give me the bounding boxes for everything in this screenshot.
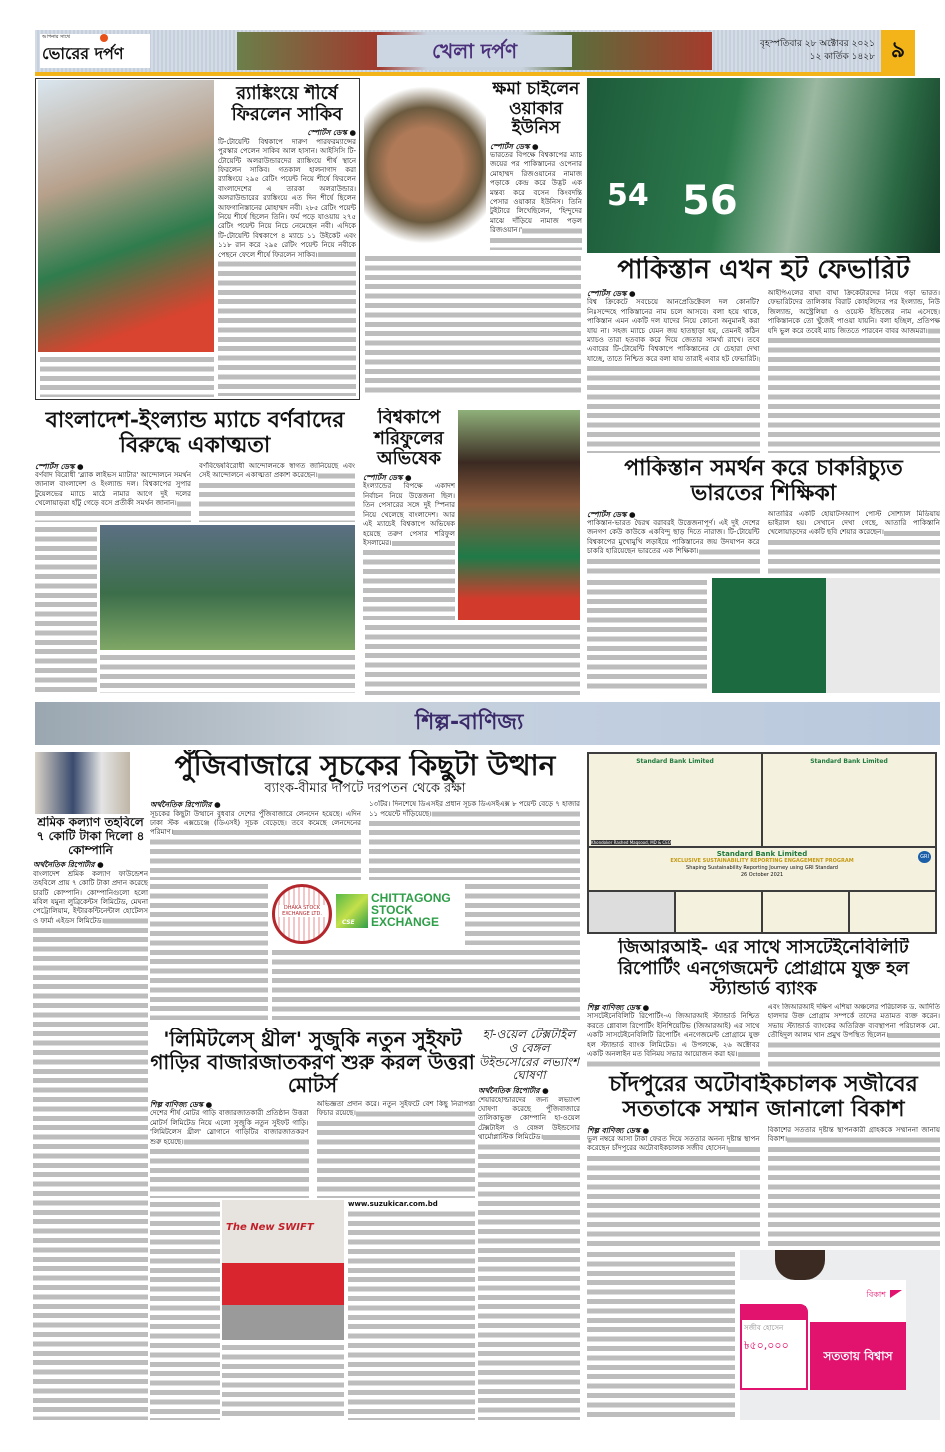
standard-body-left: শিল্প বাণিজ্য ডেস্ক ● সাসটেইনেবিলিটি রিপোর্টিং-এ জিআরআই স্ট্যান্ডার্ড নিশ্চিত করতে গ্লোবাল রিপোর্টিং ইনিশিয়েটিভ (জিআরআই) এর সাথে একটি সাসটেইনেবিলিটি রিপোর্টিং এনগেজমেন্ট প্রোগ্রামে যুক্ত হল স্ট্যান্ডার্ড ব্যাংক লিমিটেড। এ উপলক্ষে, ২৬ অক্টোবর একটি অনলাইন মত বিনিময় সভার আয়োজন করা হয়। [587, 1003, 760, 1067]
sakib-body-cont [40, 355, 214, 397]
bkash-body-cont [587, 1250, 735, 1420]
masthead [35, 30, 915, 72]
page-number: ৯ [881, 30, 915, 72]
standard-body-right: এবং জিআরআই দক্ষিণ এশিয়া অঞ্চলের পরিচালক ড. আদিতি হালদার উক্ত প্রোগ্রাম সম্পর্কে তাদের মতামত ব্যক্ত করেন। সভায় স্ট্যান্ডার্ড ব্যাংকের অতিরিক্ত ব্যবস্থাপনা পরিচালক মো. তৌহিদুল আলম খান প্রমুখ উপস্থিত ছিলেন। [768, 1003, 941, 1067]
racism-body-cont2 [100, 653, 355, 693]
racism-photo [100, 525, 355, 650]
suzuki-body-right: অভিজ্ঞতা প্রদান করে। নতুন সুইফটে বেশ কিছু নিরাপত্তা ফিচার রয়েছে। [317, 1100, 476, 1198]
bkash-headline: চাঁদপুরের অটোবাইকচালক সজীবের সততাকে সম্মান জানালো বিকাশ [609, 1072, 918, 1123]
bkash-photo [740, 1250, 940, 1420]
yellow-rule [35, 72, 915, 76]
teacher-body-left: স্পোর্টস ডেস্ক ● পাকিস্তান-ভারত দ্বৈরথ বরাবরই উত্তেজনাপূর্ণ। এই দুই দেশের জনগণ কেউ কাউকে একবিন্দু ছাড় দিতে নারাজ। টি-টোয়েন্টি বিশ্বকাপের মুখোমুখি লড়াইয়ে পাকিস্তানের জয় উদযাপন করে চাকরি হারিয়েছেন ভারতের এক শিক্ষিকা। [587, 510, 760, 575]
sakib-headline: র‌্যাঙ্কিংয়ে শীর্ষে ফিরলেন সাকিব [231, 84, 343, 125]
pakistan-headline: পাকিস্তান এখন হট ফেভারিট [617, 256, 910, 285]
section-title: খেলা দর্পণ [377, 35, 572, 67]
section-banner [237, 32, 712, 70]
dse-logo: DHAKA STOCK EXCHANGE LTD. [272, 884, 332, 944]
racism-body-left: স্পোর্টস ডেস্ক ● বর্ণবাদ বিরোধী 'ব্ল্যাক লাইভস ম্যাটার' আন্দোলনে সমর্থন জানাল বাংলাদেশ ও ইংল্যান্ড দল। বিশ্বকাপের সুপার টুয়েলভের ম্যাচে মাঠে নামার আগে দুই দলের খেলোয়াড়রা হাঁটু গেড়ে বসে প্রতীকী সমর্থন জানান। [35, 462, 191, 522]
shoriful-photo [458, 410, 580, 620]
bird-icon [890, 1290, 902, 1298]
sun-icon [100, 34, 108, 42]
suzuki-website: www.suzukicar.com.bd [348, 1200, 475, 1209]
standard-bank-headline: জিআরআই- এর সাথে সাসটেইনেবিলিটি রিপোর্টিং এনগেজমেন্ট প্রোগ্রামে যুক্ত হল স্ট্যান্ডার্ড ব্যাংক [617, 938, 910, 1000]
business-banner [35, 702, 940, 745]
date-bengali: ১২ কার্তিক ১৪২৮ [809, 52, 875, 62]
suzuki-body-cont-right [348, 1200, 475, 1420]
gri-logo: GRI [918, 851, 931, 863]
business-section-title: শিল্প-বাণিজ্য [415, 710, 524, 735]
labour-fund-headline: শ্রমিক কল্যাণ তহবিলে ৭ কোটি টাকা দিলো ৪ কোম্পানি [36, 816, 145, 857]
market-headline: পুঁজিবাজারে সূচকের কিছুটা উত্থান [174, 750, 556, 782]
shoriful-headline: বিশ্বকাপে শরিফুলের অভিষেক [374, 408, 444, 470]
cse-logo: CSE CHITTAGONG STOCK EXCHANGE [336, 892, 461, 932]
hiwel-headline: হা-ওয়েল টেক্সটাইল ও বেঙ্গল উইন্ডসোরের লভ্যাংশ ঘোষণা [478, 1028, 580, 1083]
pakistan-body-right: আইপিএলের বাঘা বাঘা ক্রিকেটারদের নিয়ে গড়া ভারত। ফেভারিটদের তালিকায় বিরাট কোহলিদের পর ইংল্যান্ড, নিউ জিল্যান্ড, অস্ট্রেলিয়া ও ওয়েস্ট ইন্ডিজের নাম এসেছে। পাকিস্তানকে তো খুঁজেই পাওয়া যায়নি। বলা হচ্ছিল, প্রতিপক্ষ যদি ভুল করে তবেই ম্যাচ জিততে পারবেন বাবর আজমরা। [768, 289, 941, 453]
shoriful-body-cont [365, 623, 580, 695]
market-body-cont-right [272, 948, 580, 1020]
market-body-cont-right2 [465, 882, 580, 945]
logo: আপনার সাথে ভোরের দর্পণ [40, 34, 150, 68]
racism-body-right: বর্ণবিদ্বেষবিরোধী আন্দোলনকে স্বাগত জানিয়েছে এবং সেই আন্দোলনে একাত্মতা প্রকাশ করেছেন। [199, 462, 355, 522]
bkash-body-left: শিল্প বাণিজ্য ডেস্ক ● ভুল নম্বরে আসা টাকা ফেরত দিয়ে সততার অনন্য দৃষ্টান্ত স্থাপন করেছেন চাঁদপুরের অটোবাইকচালক সজীব হোসেন। [587, 1126, 760, 1248]
waqar-headline: ক্ষমা চাইলেন ওয়াকার ইউনিস [492, 80, 580, 139]
sakib-photo [38, 80, 214, 352]
teacher-body-cont [587, 578, 707, 693]
market-body-cont-left [150, 882, 268, 1020]
suzuki-headline: 'লিমিটলেস্ থ্রীল' সুজুকি নতুন সুইফট গাড়ির বাজারজাতকরণ শুরু করল উত্তরা মোটর্স [150, 1028, 475, 1097]
waqar-photo [364, 80, 486, 250]
shoriful-body: স্পোর্টস ডেস্ক ● ইংল্যান্ডের বিপক্ষে একাদশ নির্বাচন নিয়ে উত্তেজনা ছিল। তিন পেসারের সঙ্গে দুই স্পিনার নিয়ে খেলেছে বাংলাদেশ। আর এই ম্যাচেই বিশ্বকাপে অভিষেক হয়েছে তরুণ পেসার শরিফুল ইসলামের। [363, 473, 455, 620]
waqar-body: স্পোর্টস ডেস্ক ● ভারতের বিপক্ষে বিশ্বকাপের ম্যাচ জয়ের পর পাকিস্তানের ওপেনার মোহাম্মদ রিজওয়ানের নামাজ পড়াকে কেন্দ্র করে উদ্ভট এক মন্তব্য করে বসেন কিংবদন্তি পেসার ওয়াকার ইউনিস। তিনি টুইটারে লিখেছিলেন, 'হিন্দুদের মাঝে দাঁড়িয়ে নামাজ পড়ল রিজওয়ান।' [490, 142, 582, 250]
waqar-body-cont [365, 254, 581, 397]
suzuki-body-cont-mid [222, 1343, 344, 1420]
market-body-left: অর্থনৈতিক রিপোর্টার ● সূচকের কিছুটা উত্থানে বুধবার দেশের পুঁজিবাজারে লেনদেন হয়েছে। এদিন ঢাকা স্টক এক্সচেঞ্জে (ডিএসই) সূচক বেড়েছে। তবে কমেছে লেনদেনের পরিমাণ। [150, 800, 361, 880]
swift-car-ad: The New SWIFT [222, 1200, 344, 1340]
teacher-body-right: আতারির একটি হোয়াটসঅ্যাপ পোস্ট সোশ্যাল মিডিয়ায় ভাইরাল হয়। সেখানে দেখা গেছে, আতারি পাকিস্তানি খেলোয়াড়দের একটি ছবি শেয়ার করেছেন। [768, 510, 941, 575]
suzuki-body-left: শিল্প বাণিজ্য ডেস্ক ● দেশের শীর্ষ মোটর গাড়ি বাজারজাতকারী প্রতিষ্ঠান উত্তরা মোটর্স লিমিটেড নিয়ে এলো সুজুকি নতুন সুইফট গাড়ি। 'লিমিটলেস থ্রীল' স্লোগানে গাড়িটির বাজারজাতকরণ শুরু হয়েছে। [150, 1100, 309, 1198]
racism-body-cont [35, 525, 97, 693]
racism-headline: বাংলাদেশ-ইংল্যান্ড ম্যাচে বর্ণবাদের বিরুদ্ধে একাত্মতা [45, 408, 345, 459]
teacher-headline: পাকিস্তান সমর্থন করে চাকরিচ্যুত ভারতের শিক্ষিকা [624, 456, 903, 507]
market-subhead: ব্যাংক-বীমার দাপটে দরপতন থেকে রক্ষা [264, 781, 466, 797]
date-gregorian: বৃহস্পতিবার ২৮ অক্টোবর ২০২১ [759, 39, 875, 49]
hiwel-body: অর্থনৈতিক রিপোর্টার ● শেয়ারহোল্ডারদের জন্য লভ্যাংশ ঘোষণা করেছে পুঁজিবাজারে তালিকাভুক্ত কোম্পানি হা-ওয়েল টেক্সটাইল ও বেঙ্গল উইন্ডসোর থার্মোপ্লাস্টিক লিমিটেড। [478, 1086, 580, 1420]
cse-mark: CSE [336, 894, 368, 928]
bkash-body-right: বিকাশের সততার দৃষ্টান্ত স্থাপনকারী গ্রাহককে সম্মাননা জানায় বিকাশ। [768, 1126, 941, 1248]
pakistan-team-photo: 54 56 [587, 78, 940, 253]
pakistan-body-left: স্পোর্টস ডেস্ক ● বিশ্ব ক্রিকেটে সবচেয়ে আনপ্রেডিক্টেবল দল কোনটি? নিঃসন্দেহে পাকিস্তানের নাম চলে আসবে। বলা হয়ে থাকে, পাকিস্তান এমন একটি দল যাদের নিয়ে কোনো অনুমানই করা যায় না। সহজ ম্যাচে যেমন জয় হাতছাড়া হয়, তেমনই কঠিন ম্যাচও তারা হতবাক করে দিয়ে জেতার সামর্থ্য রাখে। তবে এবারের টি-টোয়েন্টি বিশ্বকাপে পাকিস্তানের যে চেহারা দেখা যাচ্ছে, তাতে নিশ্চিত করে বলা যায় তারাই এবার হট ফেভারিট। [587, 289, 760, 453]
market-body-right: ১৩টির। দিনশেষে ডিএসইর প্রধান সূচক ডিএসইএক্স ৮ পয়েন্ট বেড়ে ৭ হাজার ১১ পয়েন্টে দাঁড়িয়েছে। [369, 800, 580, 880]
teacher-photo [712, 578, 940, 693]
suzuki-body-cont-left [150, 1200, 220, 1420]
standard-bank-photo: Standard Bank Limited Khondoker Rashed Maqsood, MD & CEO Standard Bank Limited Standard Bank Limited EXCLUSIVE SUSTAINABILITY REPORTING ENGAGEMENT PROGRAM Shaping Sustainability Reporting Journey using GRI Standard 26 October 2021 GRI [587, 752, 937, 934]
sakib-body: স্পোর্টস ডেস্ক ● টি-টোয়েন্টি বিশ্বকাপে দারুণ পারফরম্যান্সের পুরস্কার পেলেন সাকিব আল হাসান। আইসিসি টি-টোয়েন্টি অলরাউন্ডারদের র‌্যাঙ্কিংয়ে শীর্ষ স্থানে ফিরলেন সাকিব। গতকাল হালনাগাদ করা র‌্যাঙ্কিংয়ে ২৯৫ রেটিং পয়েন্ট নিয়ে শীর্ষে ফিরলেন বাংলাদেশের এ তারকা অলরাউন্ডার। অলরাউন্ডারের র‌্যাঙ্কিংয়ে এত দিন শীর্ষে ছিলেন আফগানিস্তানের মোহাম্মদ নবী। ২৮৫ রেটিং পয়েন্ট নিয়ে শীর্ষে ছিলেন তিনি। ফর্ম পড়ে যাওয়ায় ২৭৫ রেটিং পয়েন্ট নিয়ে নিচে নেমেছেন নবী। এদিকে টি-টোয়েন্টি বিশ্বকাপে ৪ ম্যাচে ১১ উইকেট এবং ১১৮ রান করে ২৯৫ রেটিং পয়েন্ট নিয়ে নবীকে পেছনে ফেলে শীর্ষে ফিরলেন সাকিব। [218, 128, 356, 396]
bkash-card: বিকাশ সজীব হোসেন ৳৫০,০০০ সততায় বিশ্বাস [740, 1280, 906, 1390]
labour-fund-body: অর্থনৈতিক রিপোর্টার ● বাংলাদেশ শ্রমিক কল্যাণ ফাউন্ডেশন তহবিলে প্রায় ৭ কোটি টাকা প্রদান করেছে চারটি কোম্পানি। কোম্পানিগুলো হলো মবিল যমুনা লুব্রিকেন্টস লিমিটেড, মেঘনা পেট্রোলিয়াম, ইন্টারকন্টিনেন্টাল হোটেলস ও ফার্মা এইডস লিমিটেড। [33, 860, 148, 1420]
person [775, 1250, 825, 1280]
labour-fund-photo [35, 752, 130, 814]
